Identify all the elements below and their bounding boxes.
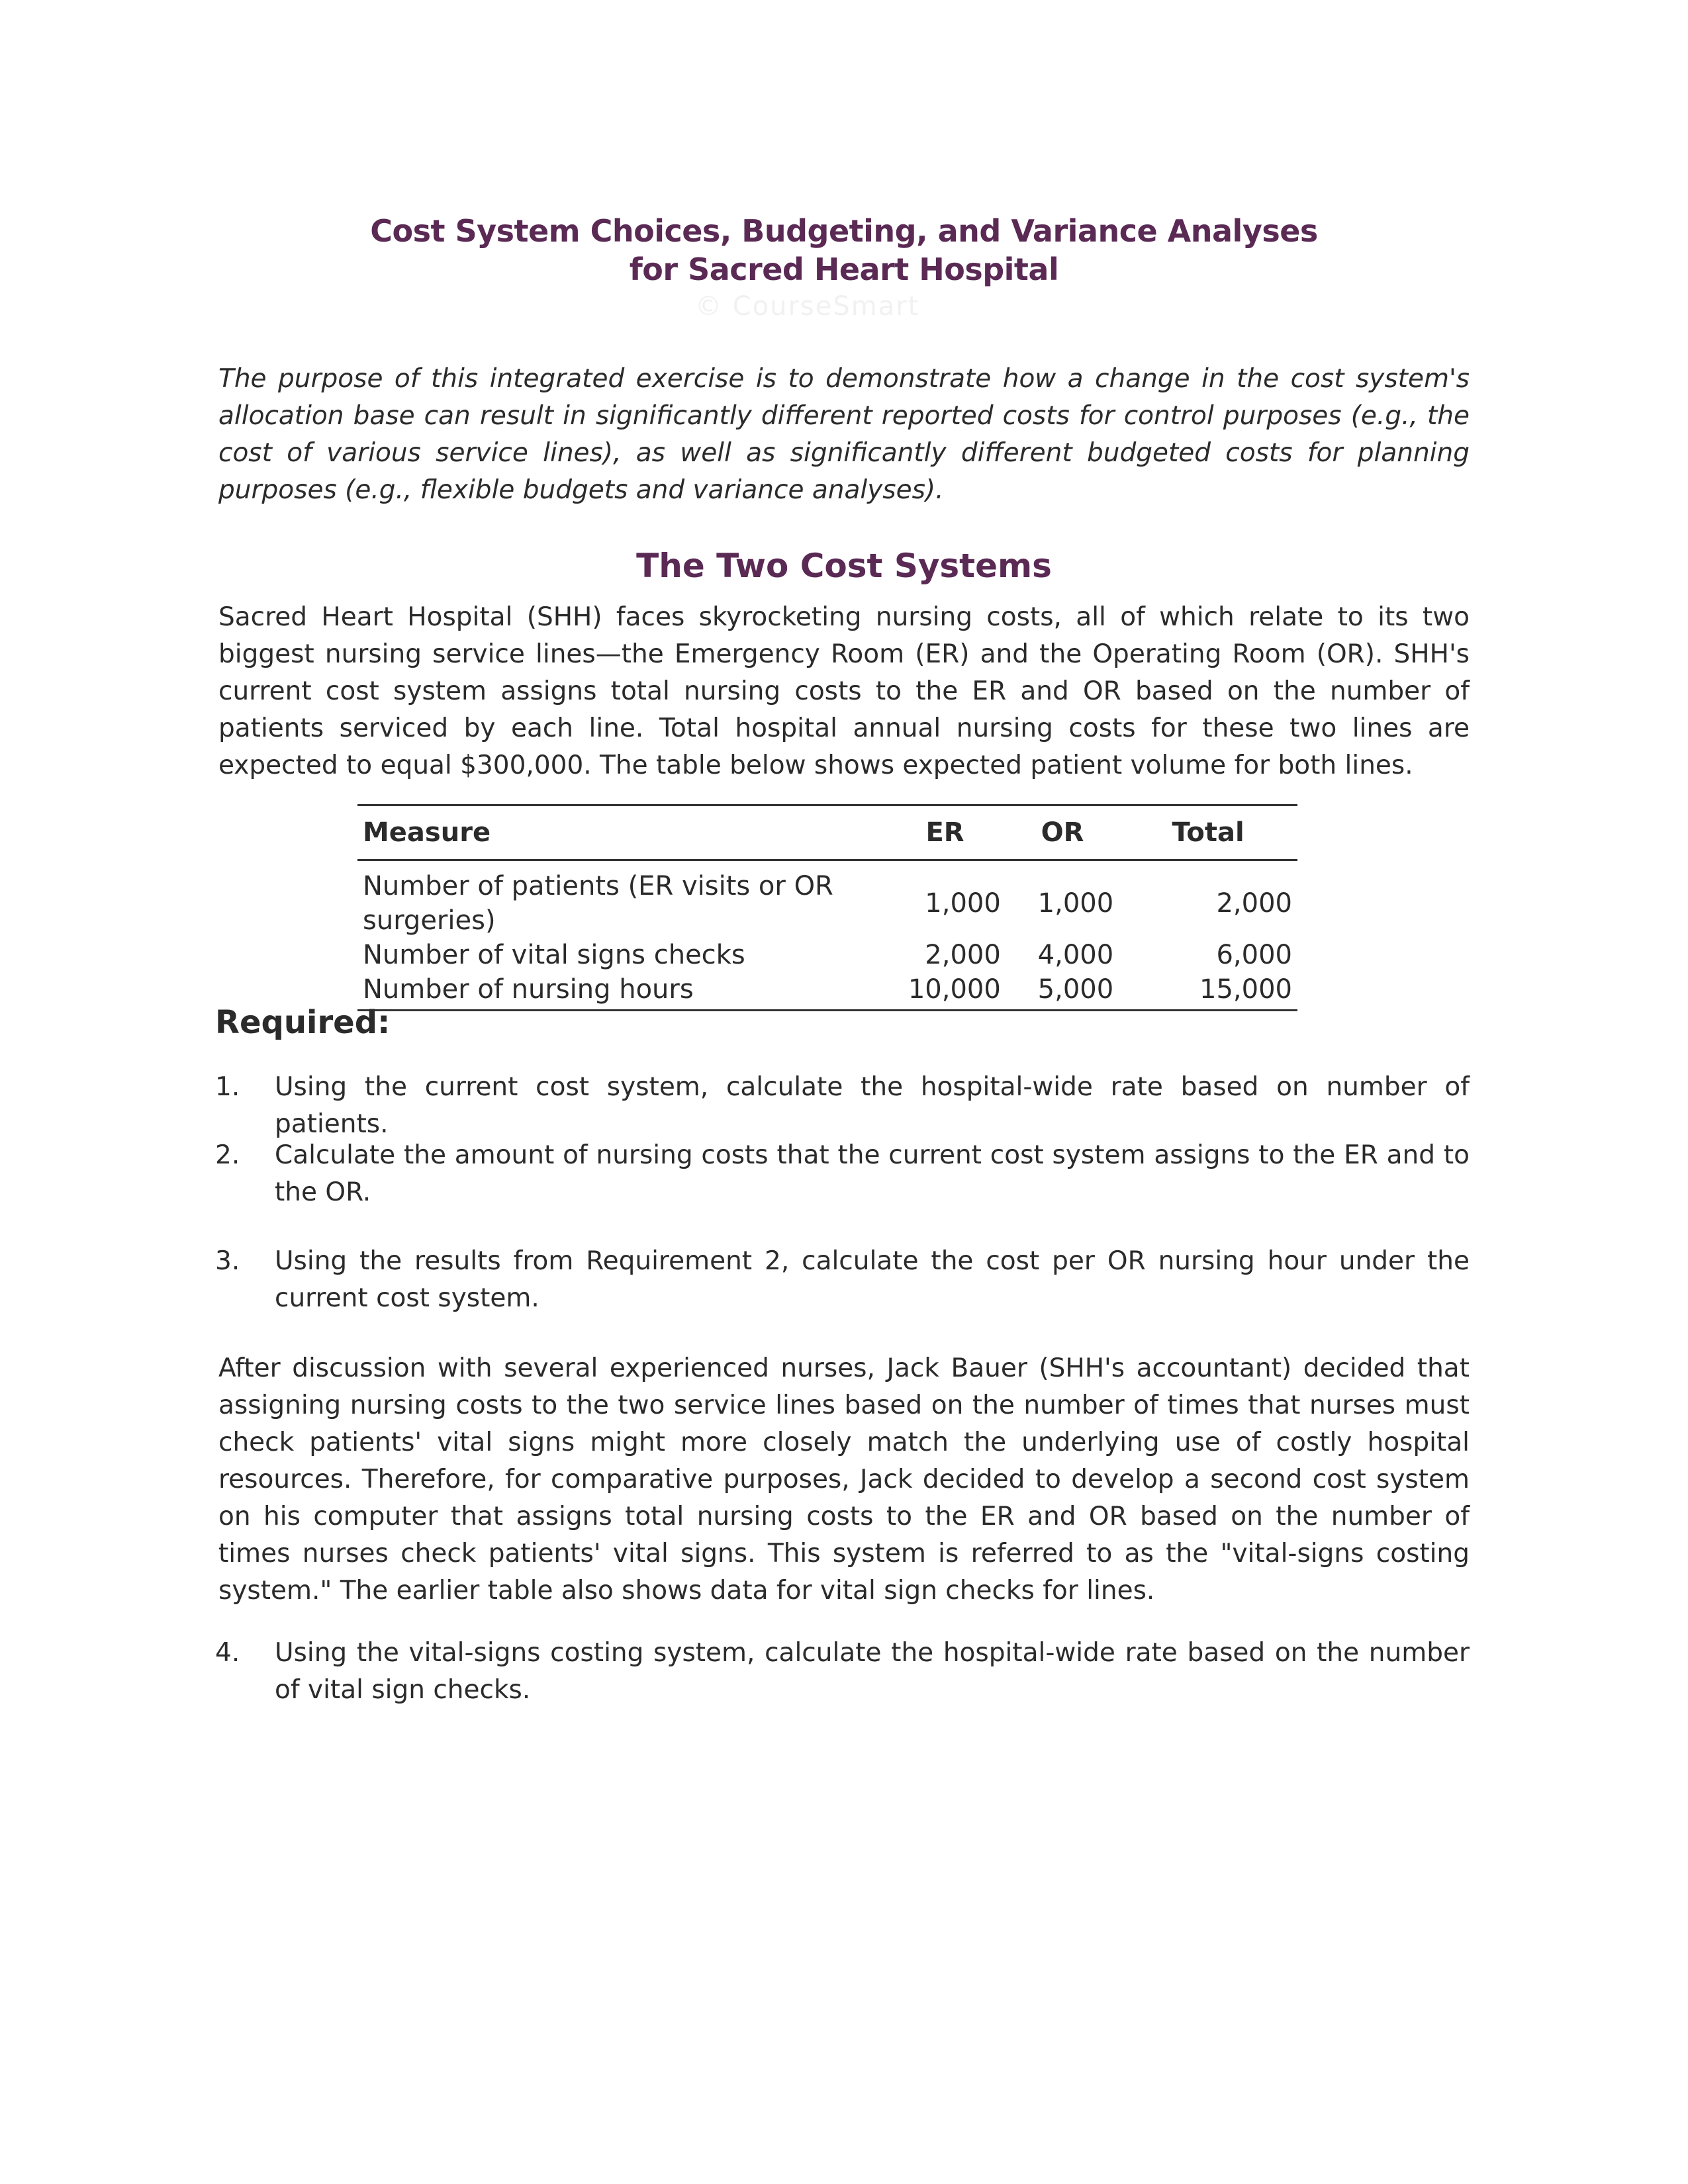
requirement-item-4 bbox=[215, 1635, 1470, 1709]
section-heading: The Two Cost Systems bbox=[636, 547, 1052, 585]
document-title-line1: Cost System Choices, Budgeting, and Variance Analyses bbox=[370, 213, 1318, 249]
paragraph-vital-signs: After discussion with several experienced nurses, Jack Bauer (SHH's accountant) decided that assigning nursing costs to the two service lines based on the number of times that nurses must check patients' vital signs might more closely match the underlying use of costly hospital resources. Therefore, for comparative purposes, Jack decided to develop a second cost system on his computer that assigns total nursing costs to the ER and OR based on the number of times nurses check patients' vital signs. This system is referred to as the "vital-signs costing system." The earlier table also shows data for vital sign checks for lines. bbox=[218, 1353, 1470, 1606]
table-header-total: Total bbox=[1119, 805, 1297, 860]
requirement-item-1 bbox=[215, 1069, 1470, 1143]
table-header-er: ER bbox=[884, 805, 1006, 860]
table-row bbox=[357, 972, 1297, 1011]
requirement-item-2 bbox=[215, 1137, 1470, 1211]
paragraph-cost-systems: Sacred Heart Hospital (SHH) faces skyrocketing nursing costs, all of which relate to its two biggest nursing service lines—the Emergency Room (ER) and the Operating Room (OR). SHH's current cost system assigns total nursing costs to the ER and OR based on the number of patients serviced by each line. Total hospital annual nursing costs for these two lines are expected to equal $300,000. The table below shows expected patient volume for both lines. bbox=[218, 602, 1470, 780]
table-cell: 6,000 bbox=[1216, 940, 1292, 970]
requirement-item-3 bbox=[215, 1243, 1470, 1317]
table-row bbox=[357, 860, 1297, 938]
table-cell: Number of patients (ER visits or OR surgeries) bbox=[363, 871, 833, 936]
intro-paragraph: The purpose of this integrated exercise is to demonstrate how a change in the cost system's allocation base can result in significantly different reported costs for control purposes (e.g., the cost of various service lines), as well as significantly different budgeted costs for planning purposes (e.g., flexible budgets and variance analyses). bbox=[218, 364, 1470, 505]
table-cell: Number of vital signs checks bbox=[363, 940, 745, 970]
measures-table bbox=[357, 804, 1297, 1011]
requirement-number: 2. bbox=[215, 1140, 240, 1170]
table-cell: 2,000 bbox=[925, 940, 1001, 970]
requirement-text: Using the results from Requirement 2, calculate the cost per OR nursing hour under the current cost system. bbox=[275, 1246, 1470, 1313]
watermark: © CourseSmart bbox=[695, 291, 920, 322]
table-cell: 1,000 bbox=[925, 888, 1001, 919]
requirement-number: 1. bbox=[215, 1072, 240, 1102]
table-cell: 10,000 bbox=[884, 972, 1006, 1011]
requirement-text: Using the vital-signs costing system, calculate the hospital-wide rate based on the number of vital sign checks. bbox=[275, 1638, 1470, 1705]
table-header-measure: Measure bbox=[357, 805, 884, 860]
requirement-text: Using the current cost system, calculate the hospital-wide rate based on number of patients. bbox=[275, 1072, 1470, 1139]
table-cell: Number of nursing hours bbox=[357, 972, 884, 1011]
requirement-number: 4. bbox=[215, 1638, 240, 1668]
requirement-number: 3. bbox=[215, 1246, 240, 1276]
table-cell: 5,000 bbox=[1006, 972, 1119, 1011]
table-cell: 15,000 bbox=[1119, 972, 1297, 1011]
table-cell: 4,000 bbox=[1037, 940, 1114, 970]
table-header-or: OR bbox=[1006, 805, 1119, 860]
measures-table-wrap bbox=[357, 804, 1297, 1011]
table-header-row bbox=[357, 805, 1297, 860]
required-heading: Required: bbox=[215, 1004, 391, 1041]
table-row bbox=[357, 938, 1297, 972]
table-cell: 1,000 bbox=[1037, 888, 1114, 919]
requirement-text: Calculate the amount of nursing costs that the current cost system assigns to the ER and to the OR. bbox=[275, 1140, 1470, 1207]
table-cell: 2,000 bbox=[1216, 888, 1292, 919]
document-title-line2: for Sacred Heart Hospital bbox=[629, 251, 1059, 287]
